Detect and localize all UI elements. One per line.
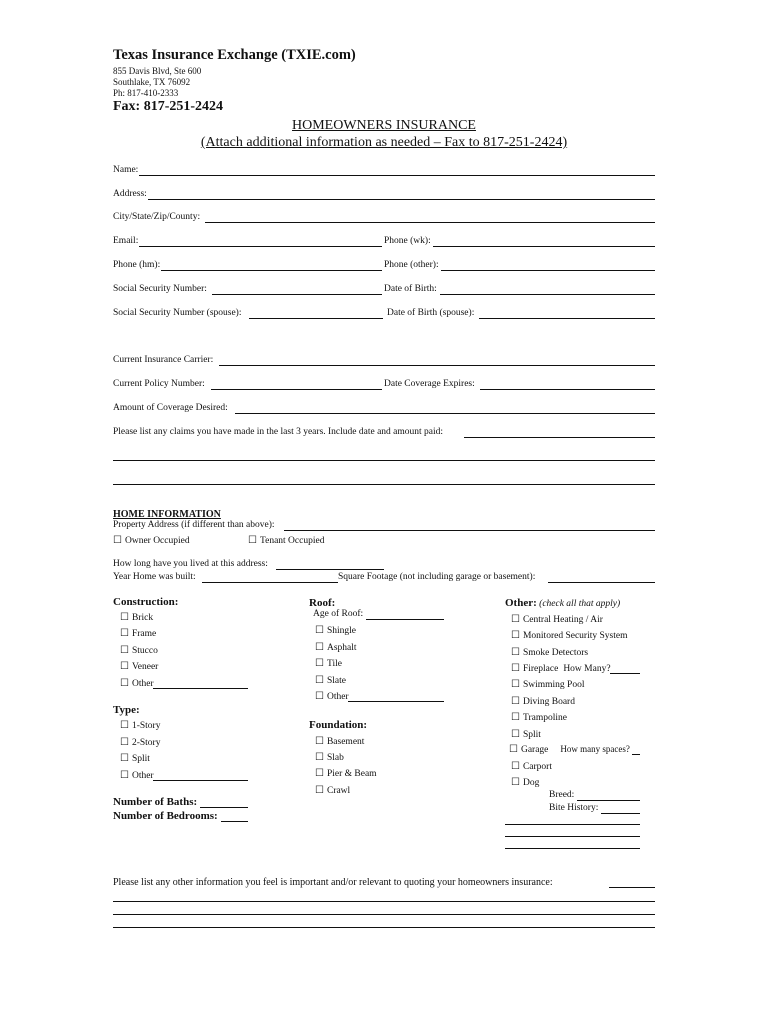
ssn-field[interactable] — [212, 294, 382, 295]
other-extra-line-1[interactable] — [505, 824, 640, 825]
checkbox-icon: ☐ — [315, 752, 324, 763]
other-pool-label: Swimming Pool — [522, 680, 585, 690]
roof-tile-label: Tile — [326, 659, 342, 669]
roof-slate-checkbox[interactable] — [315, 675, 346, 686]
policy-label: Current Policy Number: — [113, 379, 205, 389]
fax-line: Fax: 817-251-2424 — [113, 99, 224, 114]
sqft-label: Square Footage (not including garage or basement): — [338, 572, 536, 582]
year-built-label: Year Home was built: — [113, 572, 196, 582]
roof-shingle-label: Shingle — [326, 626, 356, 636]
home-info-heading: HOME INFORMATION — [113, 509, 221, 520]
other-heating-label: Central Heating / Air — [522, 615, 603, 625]
ssn-spouse-field[interactable] — [249, 318, 383, 319]
other-heating-checkbox[interactable] — [511, 614, 603, 625]
roof-other-field[interactable] — [348, 701, 444, 702]
checkbox-icon: ☐ — [120, 737, 129, 748]
roof-shingle-checkbox[interactable] — [315, 625, 356, 636]
phone-wk-label: Phone (wk): — [384, 236, 431, 246]
foundation-basement-checkbox[interactable] — [315, 736, 364, 747]
fireplace-how-many-label: How Many? — [563, 664, 611, 674]
owner-occupied-label: Owner Occupied — [124, 536, 190, 546]
checkbox-icon: ☐ — [120, 678, 129, 689]
checkbox-icon: ☐ — [511, 696, 520, 707]
checkbox-icon: ☐ — [511, 630, 520, 641]
construction-other-label: Other — [131, 679, 154, 689]
other-security-label: Monitored Security System — [522, 631, 628, 641]
other-split-checkbox[interactable] — [511, 729, 541, 740]
construction-stucco-label: Stucco — [131, 646, 158, 656]
dob-label: Date of Birth: — [384, 284, 437, 294]
expires-field[interactable] — [480, 389, 655, 390]
other-garage-label: Garage — [520, 745, 549, 755]
footer-prompt: Please list any other information you feel is important and/or relevant to quoting your homeowners insurance: — [113, 877, 553, 888]
foundation-crawl-label: Crawl — [326, 786, 351, 796]
policy-field[interactable] — [211, 389, 382, 390]
construction-frame-label: Frame — [131, 629, 157, 639]
checkbox-icon: ☐ — [113, 535, 122, 546]
other-fireplace-checkbox[interactable] — [511, 663, 611, 674]
other-note: (check all that apply) — [539, 599, 621, 609]
other-pool-checkbox[interactable] — [511, 679, 584, 690]
footer-field[interactable] — [609, 887, 655, 888]
foundation-pier-beam-checkbox[interactable] — [315, 768, 377, 779]
owner-occupied-checkbox[interactable] — [113, 535, 190, 546]
other-fireplace-label: Fireplace — [522, 664, 559, 674]
checkbox-icon: ☐ — [315, 675, 324, 686]
address-field[interactable] — [148, 199, 655, 200]
roof-other-checkbox[interactable] — [315, 691, 349, 702]
carrier-label: Current Insurance Carrier: — [113, 355, 214, 365]
footer-field-line-2[interactable] — [113, 901, 655, 902]
garage-spaces-field[interactable] — [632, 754, 640, 755]
other-smoke-checkbox[interactable] — [511, 647, 588, 658]
expires-label: Date Coverage Expires: — [384, 379, 475, 389]
email-field[interactable] — [139, 246, 382, 247]
type-other-checkbox[interactable] — [120, 770, 154, 781]
breed-field[interactable] — [577, 800, 640, 801]
phone-hm-field[interactable] — [161, 270, 382, 271]
coverage-field[interactable] — [235, 413, 655, 414]
checkbox-icon: ☐ — [120, 661, 129, 672]
checkbox-icon: ☐ — [120, 753, 129, 764]
checkbox-icon: ☐ — [511, 647, 520, 658]
form-title: HOMEOWNERS INSURANCE — [292, 118, 476, 133]
checkbox-icon: ☐ — [511, 663, 520, 674]
type-2-story-checkbox[interactable] — [120, 737, 160, 748]
claims-label: Please list any claims you have made in the last 3 years. Include date and amount paid: — [113, 427, 444, 437]
bite-history-field[interactable] — [601, 813, 640, 814]
other-carport-checkbox[interactable] — [511, 761, 552, 772]
checkbox-icon: ☐ — [511, 729, 520, 740]
type-2-story-label: 2-Story — [131, 738, 161, 748]
phone-other-label: Phone (other): — [384, 260, 439, 270]
tenant-occupied-checkbox[interactable] — [248, 535, 324, 546]
checkbox-icon: ☐ — [120, 770, 129, 781]
checkbox-icon: ☐ — [511, 777, 520, 788]
foundation-heading: Foundation: — [309, 719, 368, 731]
construction-other-checkbox[interactable] — [120, 678, 154, 689]
other-extra-line-3[interactable] — [505, 848, 640, 849]
other-diving-checkbox[interactable] — [511, 696, 575, 707]
garage-spaces-label: How many spaces? — [560, 744, 630, 754]
claims-field-line-2[interactable] — [113, 460, 655, 461]
address-line-1: 855 Davis Blvd, Ste 600 — [113, 66, 202, 76]
construction-other-field[interactable] — [153, 688, 248, 689]
name-field[interactable] — [139, 175, 655, 176]
address-line-2: Southlake, TX 76092 — [113, 77, 191, 87]
checkbox-icon: ☐ — [248, 535, 257, 546]
other-smoke-label: Smoke Detectors — [522, 648, 589, 658]
sqft-field[interactable] — [548, 582, 655, 583]
other-security-checkbox[interactable] — [511, 630, 627, 641]
other-trampoline-label: Trampoline — [522, 713, 567, 723]
phone-wk-field[interactable] — [433, 246, 655, 247]
construction-brick-checkbox[interactable] — [120, 612, 153, 623]
dob-spouse-label: Date of Birth (spouse): — [387, 308, 475, 318]
type-split-checkbox[interactable] — [120, 753, 150, 764]
type-other-label: Other — [131, 771, 154, 781]
other-garage-checkbox[interactable] — [509, 744, 630, 755]
other-split-label: Split — [522, 730, 541, 740]
how-long-field[interactable] — [276, 569, 384, 570]
other-heading-group: Other: (check all that apply) — [505, 597, 621, 609]
checkbox-icon: ☐ — [511, 761, 520, 772]
address-label: Address: — [113, 189, 147, 199]
other-heading: Other — [505, 597, 534, 609]
checkbox-icon: ☐ — [315, 658, 324, 669]
foundation-crawl-checkbox[interactable] — [315, 785, 350, 796]
breed-label: Breed: — [549, 790, 575, 800]
other-dog-checkbox[interactable] — [511, 777, 539, 788]
bite-history-label: Bite History: — [549, 803, 599, 813]
other-dog-label: Dog — [522, 778, 540, 788]
checkbox-icon: ☐ — [511, 712, 520, 723]
coverage-label: Amount of Coverage Desired: — [113, 403, 228, 413]
city-field[interactable] — [205, 222, 655, 223]
construction-veneer-checkbox[interactable] — [120, 661, 158, 672]
baths-label: Number of Baths: — [113, 796, 198, 808]
type-split-label: Split — [131, 754, 150, 764]
roof-age-label: Age of Roof: — [313, 609, 364, 619]
other-carport-label: Carport — [522, 762, 552, 772]
foundation-slab-label: Slab — [326, 753, 344, 763]
construction-stucco-checkbox[interactable] — [120, 645, 158, 656]
other-diving-label: Diving Board — [522, 697, 575, 707]
other-extra-line-2[interactable] — [505, 836, 640, 837]
fireplace-how-many-field[interactable] — [610, 673, 640, 674]
how-long-label: How long have you lived at this address: — [113, 559, 268, 569]
construction-veneer-label: Veneer — [131, 662, 159, 672]
baths-field[interactable] — [200, 807, 248, 808]
roof-age-field[interactable] — [366, 619, 444, 620]
footer-field-line-4[interactable] — [113, 927, 655, 928]
property-field[interactable] — [284, 530, 655, 531]
claims-field-line-3[interactable] — [113, 484, 655, 485]
type-heading: Type: — [113, 704, 140, 716]
checkbox-icon: ☐ — [120, 720, 129, 731]
checkbox-icon: ☐ — [315, 785, 324, 796]
other-trampoline-checkbox[interactable] — [511, 712, 567, 723]
checkbox-icon: ☐ — [511, 679, 520, 690]
checkbox-icon: ☐ — [120, 612, 129, 623]
bedrooms-field[interactable] — [221, 821, 248, 822]
city-label: City/State/Zip/County: — [113, 212, 201, 222]
email-label: Email: — [113, 236, 139, 246]
checkbox-icon: ☐ — [315, 625, 324, 636]
roof-asphalt-checkbox[interactable] — [315, 642, 357, 653]
foundation-basement-label: Basement — [326, 737, 365, 747]
type-other-field[interactable] — [153, 780, 248, 781]
checkbox-icon: ☐ — [120, 645, 129, 656]
roof-tile-checkbox[interactable] — [315, 658, 342, 669]
checkbox-icon: ☐ — [315, 642, 324, 653]
property-label: Property Address (if different than above): — [113, 520, 275, 530]
roof-slate-label: Slate — [326, 676, 346, 686]
phone-line: Ph: 817-410-2333 — [113, 88, 179, 98]
claims-field[interactable] — [464, 437, 655, 438]
ssn-spouse-label: Social Security Number (spouse): — [113, 308, 242, 318]
ssn-label: Social Security Number: — [113, 284, 207, 294]
name-label: Name: — [113, 165, 139, 175]
bedrooms-label: Number of Bedrooms: — [113, 810, 218, 822]
construction-heading: Construction: — [113, 596, 179, 608]
foundation-pier-beam-label: Pier & Beam — [326, 769, 377, 779]
checkbox-icon: ☐ — [315, 736, 324, 747]
foundation-slab-checkbox[interactable] — [315, 752, 344, 763]
roof-heading: Roof: — [309, 597, 336, 609]
checkbox-icon: ☐ — [315, 768, 324, 779]
dob-field[interactable] — [440, 294, 655, 295]
dob-spouse-field[interactable] — [479, 318, 655, 319]
checkbox-icon: ☐ — [511, 614, 520, 625]
year-built-field[interactable] — [202, 582, 338, 583]
checkbox-icon: ☐ — [120, 628, 129, 639]
roof-other-label: Other — [326, 692, 349, 702]
company-name: Texas Insurance Exchange (TXIE.com) — [113, 47, 356, 63]
carrier-field[interactable] — [219, 365, 655, 366]
tenant-occupied-label: Tenant Occupied — [259, 536, 325, 546]
checkbox-icon: ☐ — [509, 744, 518, 755]
checkbox-icon: ☐ — [315, 691, 324, 702]
type-1-story-checkbox[interactable] — [120, 720, 160, 731]
form-subtitle: (Attach additional information as needed – Fax to 817-251-2424) — [200, 135, 568, 150]
phone-other-field[interactable] — [441, 270, 655, 271]
phone-hm-label: Phone (hm): — [113, 260, 161, 270]
construction-frame-checkbox[interactable] — [120, 628, 156, 639]
footer-field-line-3[interactable] — [113, 914, 655, 915]
roof-asphalt-label: Asphalt — [326, 643, 357, 653]
type-1-story-label: 1-Story — [131, 721, 161, 731]
construction-brick-label: Brick — [131, 613, 154, 623]
